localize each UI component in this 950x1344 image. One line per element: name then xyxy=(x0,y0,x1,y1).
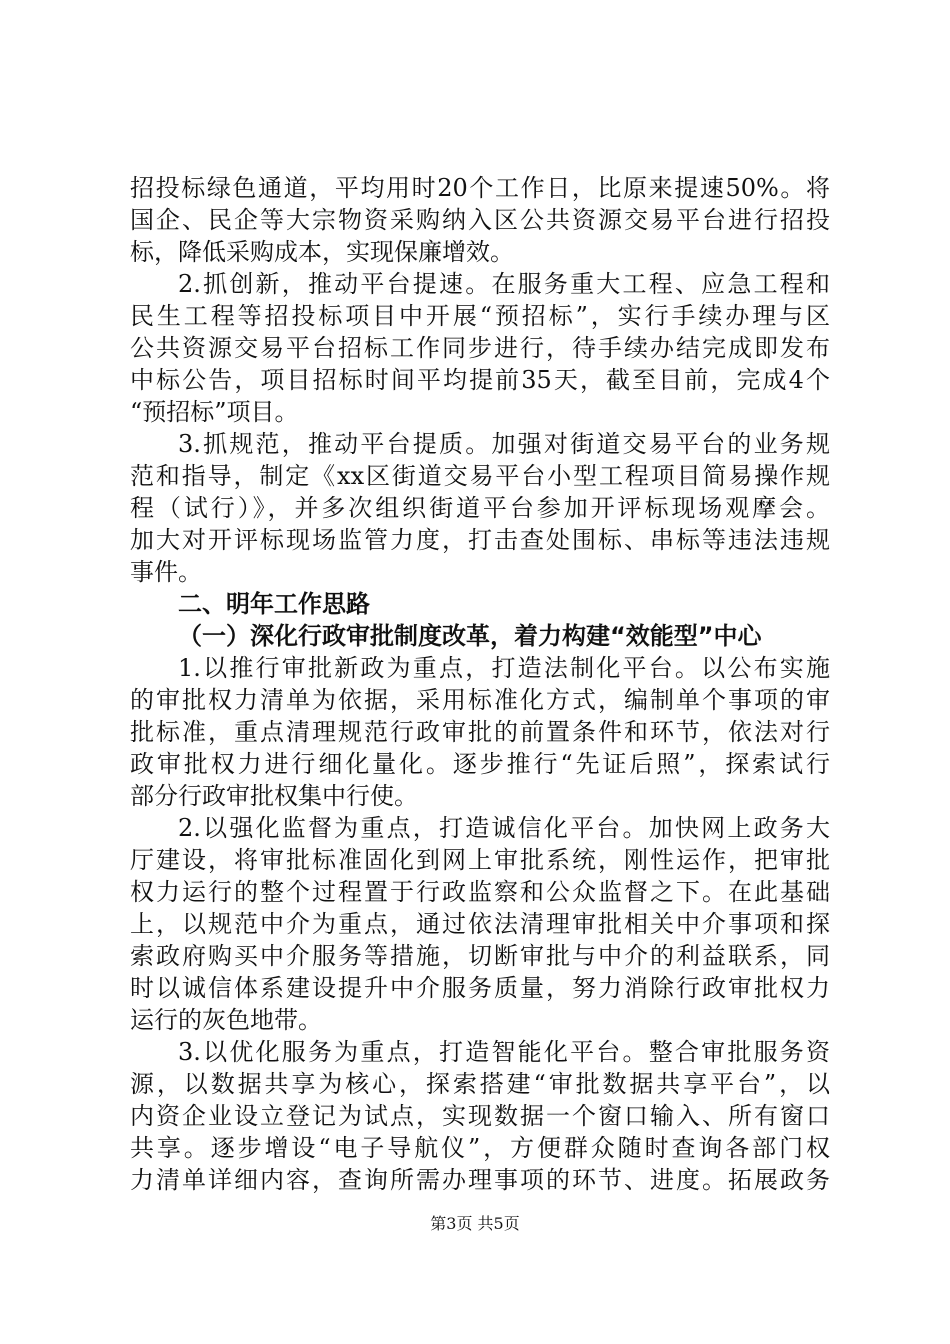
text-line: 时以诚信体系建设提升中介服务质量，努力消除行政审批权力 xyxy=(130,974,830,1002)
text-line: 标，降低采购成本，实现保廉增效。 xyxy=(130,238,514,266)
text-line: 权力运行的整个过程置于行政监察和公众监督之下。在此基础 xyxy=(130,878,830,906)
text-line: 批标准，重点清理规范行政审批的前置条件和环节，依法对行 xyxy=(130,718,830,746)
text-line: 范和指导，制定《xx区街道交易平台小型工程项目简易操作规 xyxy=(130,462,830,490)
paragraph-rule-of-law-platform xyxy=(130,652,830,812)
text-line: 程（试行）》，并多次组织街道平台参加开评标现场观摩会。 xyxy=(130,494,830,522)
document-body xyxy=(130,172,830,1196)
paragraph-tender-green-channel xyxy=(130,172,830,268)
text-line: 3.以优化服务为重点，打造智能化平台。整合审批服务资 xyxy=(178,1038,830,1066)
text-line: 源，以数据共享为核心，探索搭建“审批数据共享平台”，以 xyxy=(130,1070,830,1098)
text-line: 索政府购买中介服务等措施，切断审批与中介的利益联系，同 xyxy=(130,942,830,970)
text-line: 厅建设，将审批标准固化到网上审批系统，刚性运作，把审批 xyxy=(130,846,830,874)
text-line: “预招标”项目。 xyxy=(130,398,299,426)
text-line: 1.以推行审批新政为重点，打造法制化平台。以公布实施 xyxy=(178,654,830,682)
text-line: 力清单详细内容，查询所需办理事项的环节、进度。拓展政务 xyxy=(130,1166,830,1194)
section-heading: 二、明年工作思路 xyxy=(178,590,370,618)
paragraph-standardization xyxy=(130,428,830,588)
text-line: 加大对开评标现场监管力度，打击查处围标、串标等违法违规 xyxy=(130,526,830,554)
text-line: 民生工程等招投标项目中开展“预招标”，实行手续办理与区 xyxy=(130,302,830,330)
text-line: 3.抓规范，推动平台提质。加强对街道交易平台的业务规 xyxy=(178,430,830,458)
text-line: 内资企业设立登记为试点，实现数据一个窗口输入、所有窗口 xyxy=(130,1102,830,1130)
text-line: 2.抓创新，推动平台提速。在服务重大工程、应急工程和 xyxy=(178,270,830,298)
text-line: 的审批权力清单为依据，采用标准化方式，编制单个事项的审 xyxy=(130,686,830,714)
page-number-footer: 第3页 共5页 xyxy=(430,1214,520,1233)
paragraph-integrity-platform xyxy=(130,812,830,1036)
text-line: 政审批权力进行细化量化。逐步推行“先证后照”，探索试行 xyxy=(130,750,830,778)
text-line: 运行的灰色地带。 xyxy=(130,1006,322,1034)
text-line: 部分行政审批权集中行使。 xyxy=(130,782,418,810)
text-line: 招投标绿色通道，平均用时20个工作日，比原来提速50%。将 xyxy=(130,174,830,202)
text-line: 上，以规范中介为重点，通过依法清理审批相关中介事项和探 xyxy=(130,910,830,938)
sub-heading: （一）深化行政审批制度改革，着力构建“效能型”中心 xyxy=(178,622,762,650)
text-line: 公共资源交易平台招标工作同步进行，待手续办结完成即发布 xyxy=(130,334,830,362)
text-line: 国企、民企等大宗物资采购纳入区公共资源交易平台进行招投 xyxy=(130,206,830,234)
paragraph-innovation xyxy=(130,268,830,428)
paragraph-intelligent-platform xyxy=(130,1036,830,1196)
text-line: 中标公告，项目招标时间平均提前35天，截至目前，完成4个 xyxy=(130,366,830,394)
text-line: 共享。逐步增设“电子导航仪”，方便群众随时查询各部门权 xyxy=(130,1134,830,1162)
text-line: 2.以强化监督为重点，打造诚信化平台。加快网上政务大 xyxy=(178,814,830,842)
text-line: 事件。 xyxy=(130,558,202,586)
